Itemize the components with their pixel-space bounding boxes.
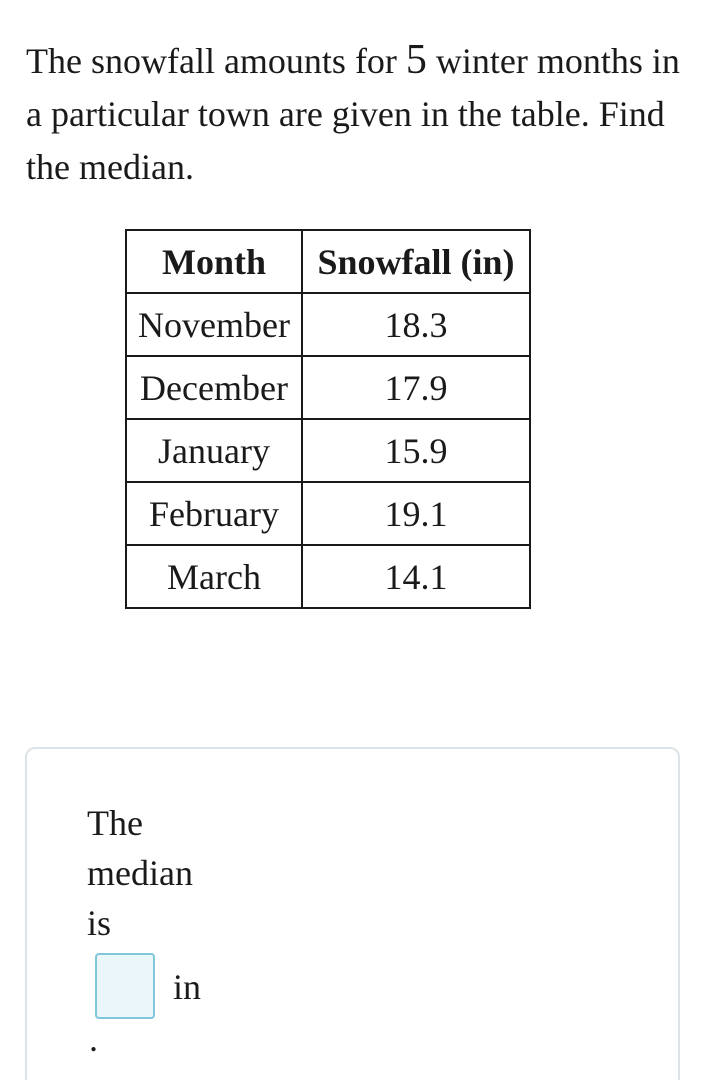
question-part-1: The snowfall amounts for [26,41,406,81]
table-row [126,356,530,419]
month-cell: December [126,356,302,419]
month-cell: January [126,419,302,482]
question-text [26,34,686,194]
answer-word: The [87,803,143,843]
snowfall-cell: 17.9 [302,356,530,419]
answer-card [25,747,680,1080]
snowfall-cell: 19.1 [302,482,530,545]
snowfall-cell: 14.1 [302,545,530,608]
table-row [126,293,530,356]
snowfall-table [125,229,531,609]
sentence-period: . [89,1019,98,1059]
month-cell: February [126,482,302,545]
table-row [126,482,530,545]
table-header-row [126,230,530,293]
question-count: 5 [405,37,427,83]
month-cell: November [126,293,302,356]
median-answer-input[interactable] [95,953,155,1019]
unit-label: in [173,967,202,1007]
snowfall-cell: 18.3 [302,293,530,356]
question-part-2: winter months in a particular town are given in the table. Find the median. [26,41,680,187]
table-row [126,545,530,608]
snowfall-cell: 15.9 [302,419,530,482]
answer-word: is [87,903,112,943]
table-row [126,419,530,482]
header-month: Month [126,230,302,293]
answer-word: median [87,853,193,893]
header-snowfall: Snowfall (in) [302,230,530,293]
month-cell: March [126,545,302,608]
